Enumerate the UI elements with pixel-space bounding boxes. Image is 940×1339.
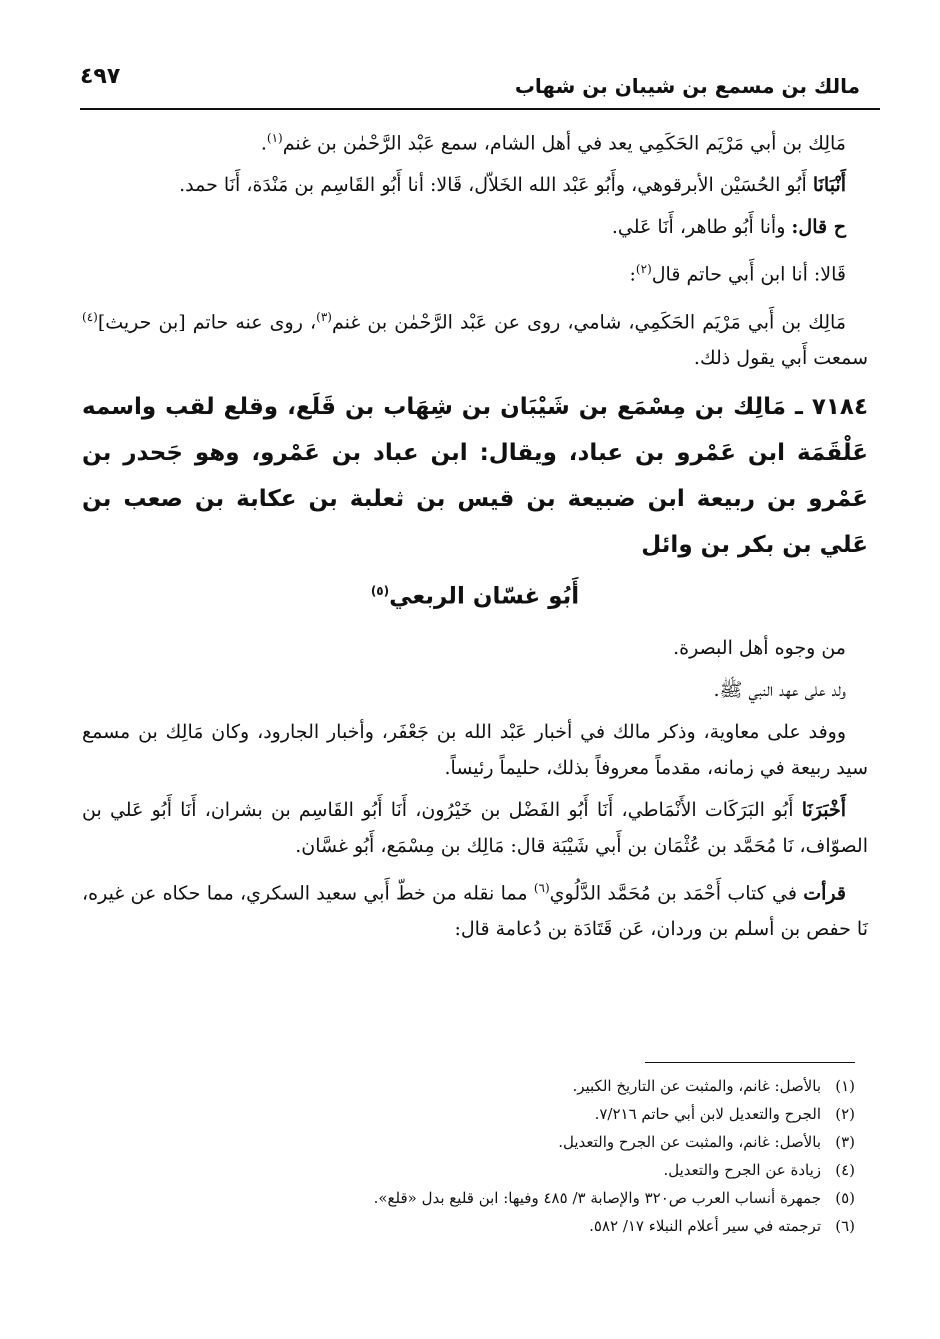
footnote-number: (٤)	[835, 1161, 855, 1179]
paragraph	[82, 251, 868, 292]
paragraph-tail: سمعت أَبي يقول ذلك.	[693, 346, 868, 369]
footnote-ref: (١)	[266, 131, 283, 145]
page-header	[80, 58, 880, 110]
paragraph	[82, 167, 868, 203]
paragraph	[82, 672, 868, 708]
footnote	[82, 1072, 855, 1100]
paragraph-text: وأنا أَبُو طاهر، أَنَا عَلي.	[611, 216, 786, 239]
footnote-text: بالأصل: غانم، والمثبت عن التاريخ الكبير.	[572, 1077, 821, 1095]
paragraph	[82, 299, 868, 376]
paragraph-text: مَالِك بن أبي مَرْيَم الحَكَمِي يعد في أهل الشام، سمع عَبْد الرَّحْمٰن بن غنم	[282, 132, 846, 155]
paragraph-text: ولد على عهد النبي ﷺ.	[713, 678, 846, 701]
footnote-text: الجرح والتعديل لابن أبي حاتم ٧/٢١٦.	[594, 1105, 821, 1123]
footnote	[82, 1100, 855, 1128]
footnote-number: (٢)	[835, 1105, 855, 1123]
entry-kunya: أَبُو غسّان الربعي	[389, 583, 580, 610]
lead-word: أَنْبَانَا	[812, 174, 846, 197]
paragraph-tail: مما نقله من خطّ أَبي سعيد السكري، مما حكاه عن غيره، نَا حفص بن أسلم بن وردان، عَن قَتَادَة بن دُعامة قال:	[82, 881, 868, 940]
page-number: ٤٩٧	[80, 64, 121, 89]
paragraph-text: أَبُو البَرَكَات الأَنْمَاطي، أَنَا أَبُو الفَضْل بن خَيْرُون، أَنَا أَبُو القَاسِم بن بشران، أَنَا أَبُو عَلي بن الصوّاف، نَا مُحَمَّد بن عُثْمَان بن أَبي شَيْبَة قال: مَالِك بن مِسْمَع، أَبُو غسَّان.	[82, 798, 868, 857]
paragraph-tail: :	[629, 263, 636, 286]
running-title: مالك بن مسمع بن شيبان بن شهاب	[514, 74, 860, 98]
paragraph	[82, 630, 868, 666]
footnote-text: بالأصل: غانم، والمثبت عن الجرح والتعديل.	[558, 1133, 821, 1151]
entry-title: ٧١٨٤ ـ مَالِك بن مِسْمَع بن شَيْبَان بن شِهَاب بن قَلَع، وقلع لقب واسمه عَلْقَمَة ابن عَمْرو بن عباد، ويقال: ابن عباد بن عَمْرو، وهو جَحدر بن عَمْرو بن ربيعة ابن ضبيعة بن قيس بن ثعلبة بن عكابة بن صعب بن عَلي بن بكر بن وائل	[82, 393, 868, 558]
paragraph	[82, 120, 868, 161]
footnote	[82, 1128, 855, 1156]
lead-word: ح قال:	[791, 216, 846, 239]
entry-kunya-line	[82, 568, 868, 620]
paragraph-text: ووفد على معاوية، وذكر مالك في أخبار عَبْد الله بن جَعْفَر، وأخبار الجارود، وكان مَالِك بن مسمع سيد ربيعة في زمانه، مقدماً معروفاً بذلك، حليماً رئيساً.	[82, 720, 868, 779]
footnote-ref: (٦)	[533, 880, 550, 895]
footnote-text: زيادة عن الجرح والتعديل.	[663, 1161, 821, 1179]
paragraph	[82, 209, 868, 245]
paragraph-text: قَالا: أنا ابن أَبي حاتم قال	[651, 263, 846, 286]
footnote-ref: (٢)	[635, 262, 652, 277]
footnote-text: جمهرة أنساب العرب ص٣٢٠ والإصابة ٣/ ٤٨٥ وفيها: ابن قليع بدل «قلع».	[373, 1189, 821, 1207]
paragraph-text: ، روى عنه حاتم [بن حريث]	[97, 310, 317, 333]
lead-word: أَخْبَرَنَا	[801, 798, 847, 821]
entry-heading	[82, 384, 868, 620]
footnote-ref: (٥)	[370, 583, 390, 598]
paragraph-text: أَبُو الحُسَيْن الأبرقوهي، وأَبُو عَبْد الله الخَلاّل، قَالا: أنا أَبُو القَاسِم بن مَنْدَة، أَنَا حمد.	[179, 174, 807, 197]
main-text	[82, 120, 868, 953]
paragraph	[82, 792, 868, 864]
paragraph-text: في كتاب أَحْمَد بن مُحَمَّد الدَّلُوي	[549, 881, 797, 904]
footnote-number: (٥)	[835, 1189, 855, 1207]
paragraph	[82, 870, 868, 947]
paragraph-tail: .	[260, 132, 267, 155]
lead-word: قرأت	[803, 881, 846, 904]
footnote-ref: (٤)	[82, 309, 98, 324]
paragraph	[82, 714, 868, 786]
footnote	[82, 1184, 855, 1212]
footnote	[82, 1212, 855, 1240]
footnote	[82, 1156, 855, 1184]
footnote-divider	[645, 1062, 855, 1063]
footnote-number: (١)	[835, 1077, 855, 1095]
footnote-number: (٣)	[835, 1133, 855, 1151]
paragraph-text: مَالِك بن أَبي مَرْيَم الحَكَمِي، شامي، روى عن عَبْد الرَّحْمٰن بن غنم	[331, 310, 846, 333]
footnotes	[82, 1072, 855, 1240]
paragraph-text: من وجوه أهل البصرة.	[673, 636, 846, 659]
footnote-ref: (٣)	[316, 309, 332, 324]
footnote-number: (٦)	[835, 1217, 855, 1235]
footnote-text: ترجمته في سير أعلام النبلاء ١٧/ ٥٨٢.	[589, 1217, 821, 1235]
